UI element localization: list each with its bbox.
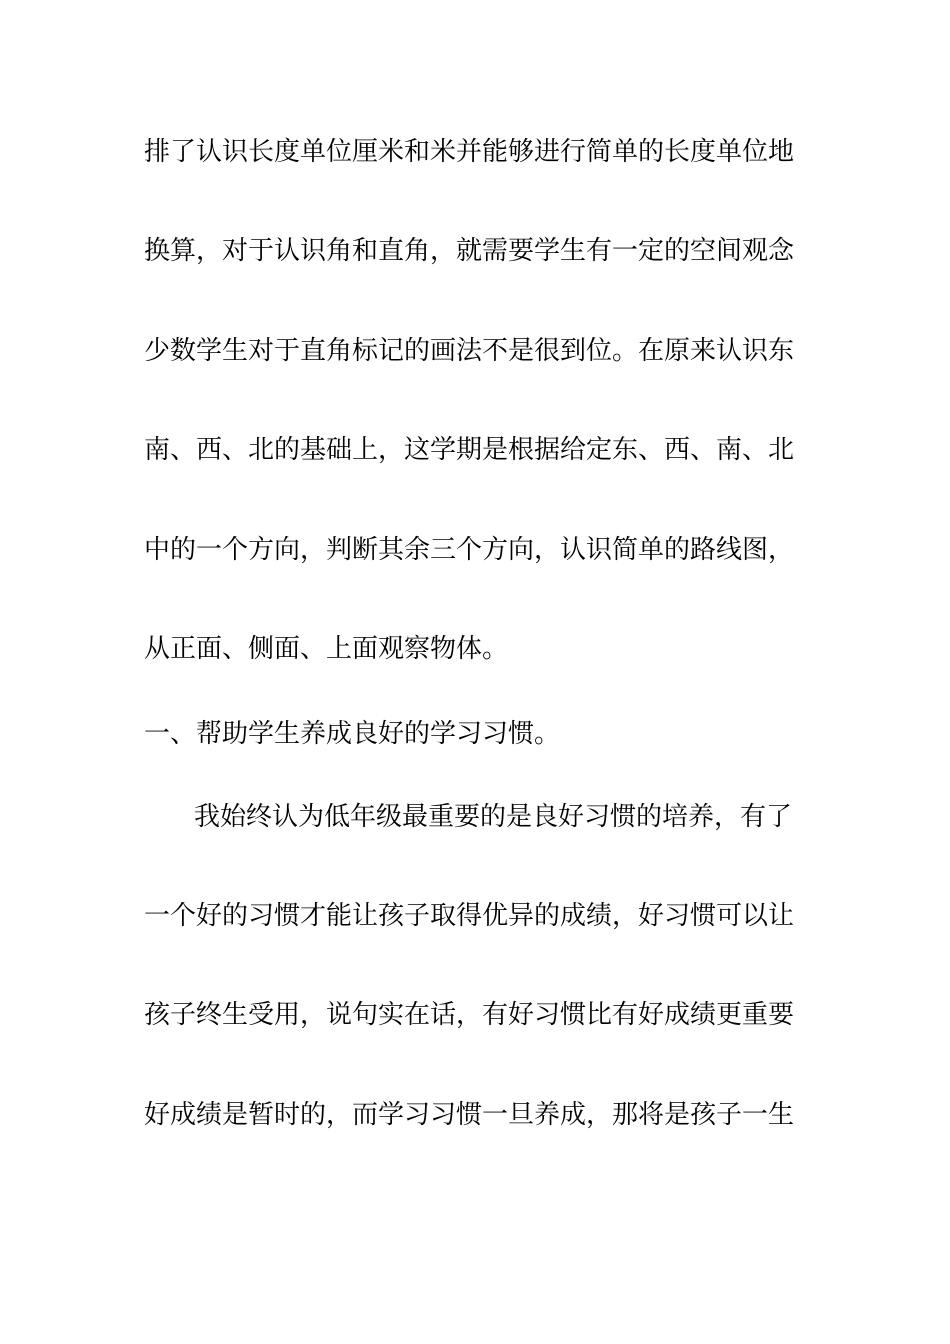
text-line: 从正面、侧面、上面观察物体。 [144, 634, 509, 664]
text-line: 中的一个方向，判断其余三个方向，认识简单的路线图， [144, 535, 795, 565]
paragraph-line: 孩子终生受用，说句实在话，有好习惯比有好成绩更重要 [144, 1000, 795, 1030]
paragraph-line: 我始终认为低年级最重要的是良好习惯的培养，有了 [194, 802, 793, 832]
paragraph-line: 一个好的习惯才能让孩子取得优异的成绩，好习惯可以让 [144, 901, 795, 931]
text-line: 排了认识长度单位厘米和米并能够进行简单的长度单位地 [144, 137, 795, 167]
text-line: 少数学生对于直角标记的画法不是很到位。在原来认识东 [144, 336, 795, 366]
section-heading: 一、帮助学生养成良好的学习习惯。 [144, 719, 561, 749]
paragraph-line: 好成绩是暂时的，而学习习惯一旦养成，那将是孩子一生 [144, 1100, 795, 1130]
text-line: 换算，对于认识角和直角，就需要学生有一定的空间观念 [144, 236, 795, 266]
text-line: 南、西、北的基础上，这学期是根据给定东、西、南、北 [144, 435, 795, 465]
